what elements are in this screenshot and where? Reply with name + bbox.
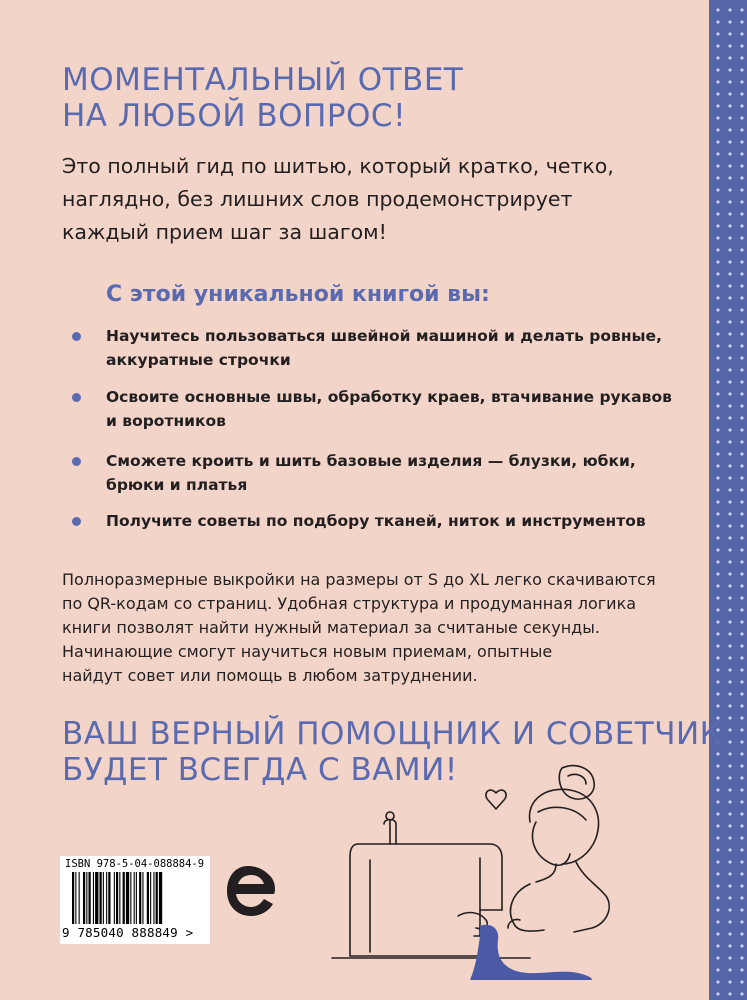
barcode-bar (103, 872, 104, 924)
barcode-bar (134, 872, 135, 924)
barcode-bar (108, 872, 110, 924)
barcode-bar (119, 872, 120, 924)
isbn-label: ISBN 978-5-04-088884-9 (65, 858, 205, 870)
headline-top-line: МОМЕНТАЛЬНЫЙ ОТВЕТ (62, 62, 464, 98)
list-item-line: Сможете кроить и шить базовые изделия — блузки, юбки, (106, 452, 636, 470)
barcode-bar (79, 872, 80, 924)
headline-bottom-line: ВАШ ВЕРНЫЙ ПОМОЩНИК И СОВЕТЧИК (62, 716, 723, 752)
list-item-text (106, 509, 646, 533)
barcode-bar (75, 872, 76, 924)
barcode-number: 9 785040 888849 > (62, 925, 194, 940)
list-item-line: Получите советы по подбору тканей, ниток и инструментов (106, 512, 646, 530)
description-line: книги позволят найти нужный материал за считаные секунды. (62, 618, 600, 637)
publisher-e-logo-icon (224, 862, 278, 920)
intro-line: Это полный гид по шитью, который кратко, четко, (62, 154, 614, 178)
barcode-bar (126, 872, 129, 924)
headline-bottom-line: БУДЕТ ВСЕГДА С ВАМИ! (62, 752, 458, 788)
barcode-bar (106, 872, 107, 924)
list-item-line: брюки и платья (106, 476, 248, 494)
bullet-dot-icon (72, 332, 81, 341)
barcode-bar (153, 872, 154, 924)
barcode-bar (159, 872, 162, 924)
list-item-line: Научитесь пользоваться швейной машиной и делать ровные, (106, 327, 662, 345)
barcode-bar (95, 872, 98, 924)
fabric-shape (480, 925, 592, 980)
barcode (60, 856, 210, 944)
barcode-bar (156, 872, 158, 924)
bullet-dot-icon (72, 517, 81, 526)
intro-line: наглядно, без лишних слов продемонстрирует (62, 187, 573, 211)
barcode-bar (116, 872, 118, 924)
heart-icon (486, 790, 506, 809)
woman-sewing-machine-illustration (330, 760, 630, 980)
headline-top-line: НА ЛЮБОЙ ВОПРОС! (62, 98, 407, 134)
barcode-bar (86, 872, 87, 924)
dotted-spine-strip (709, 0, 747, 1000)
description-line: Начинающие смогут научиться новым приемам, опытные (62, 642, 553, 661)
intro-line: каждый прием шаг за шагом! (62, 220, 387, 244)
list-item-line: аккуратные строчки (106, 351, 291, 369)
barcode-bar (89, 872, 91, 924)
barcode-bar (93, 872, 94, 924)
barcode-bar (83, 872, 85, 924)
benefits-heading: С этой уникальной книгой вы: (106, 282, 490, 307)
barcode-bar (100, 872, 102, 924)
barcode-bar (123, 872, 125, 924)
barcode-bar (150, 872, 151, 924)
barcode-bar (136, 872, 137, 924)
headline-top (62, 62, 463, 134)
barcode-bar (130, 872, 131, 924)
description-line: по QR-кодам со страниц. Удобная структура и продуманная логика (62, 594, 637, 613)
description-paragraph (62, 568, 656, 688)
barcode-bar (147, 872, 149, 924)
barcode-bar (142, 872, 143, 924)
bullet-dot-icon (72, 457, 81, 466)
list-item-text (106, 324, 662, 372)
list-item-text (106, 449, 636, 497)
intro-paragraph (62, 150, 702, 249)
barcode-bar (139, 872, 141, 924)
barcode-bar (114, 872, 115, 924)
description-line: найдут совет или помощь в любом затруднении. (62, 666, 478, 685)
barcode-bars (72, 872, 198, 924)
list-item-line: и воротников (106, 412, 226, 430)
list-item-text (106, 385, 672, 433)
list-item-line: Освоите основные швы, обработку краев, втачивание рукавов (106, 388, 672, 406)
barcode-bar (72, 872, 74, 924)
description-line: Полноразмерные выкройки на размеры от S до XL легко скачиваются (62, 570, 656, 589)
bullet-dot-icon (72, 393, 81, 402)
